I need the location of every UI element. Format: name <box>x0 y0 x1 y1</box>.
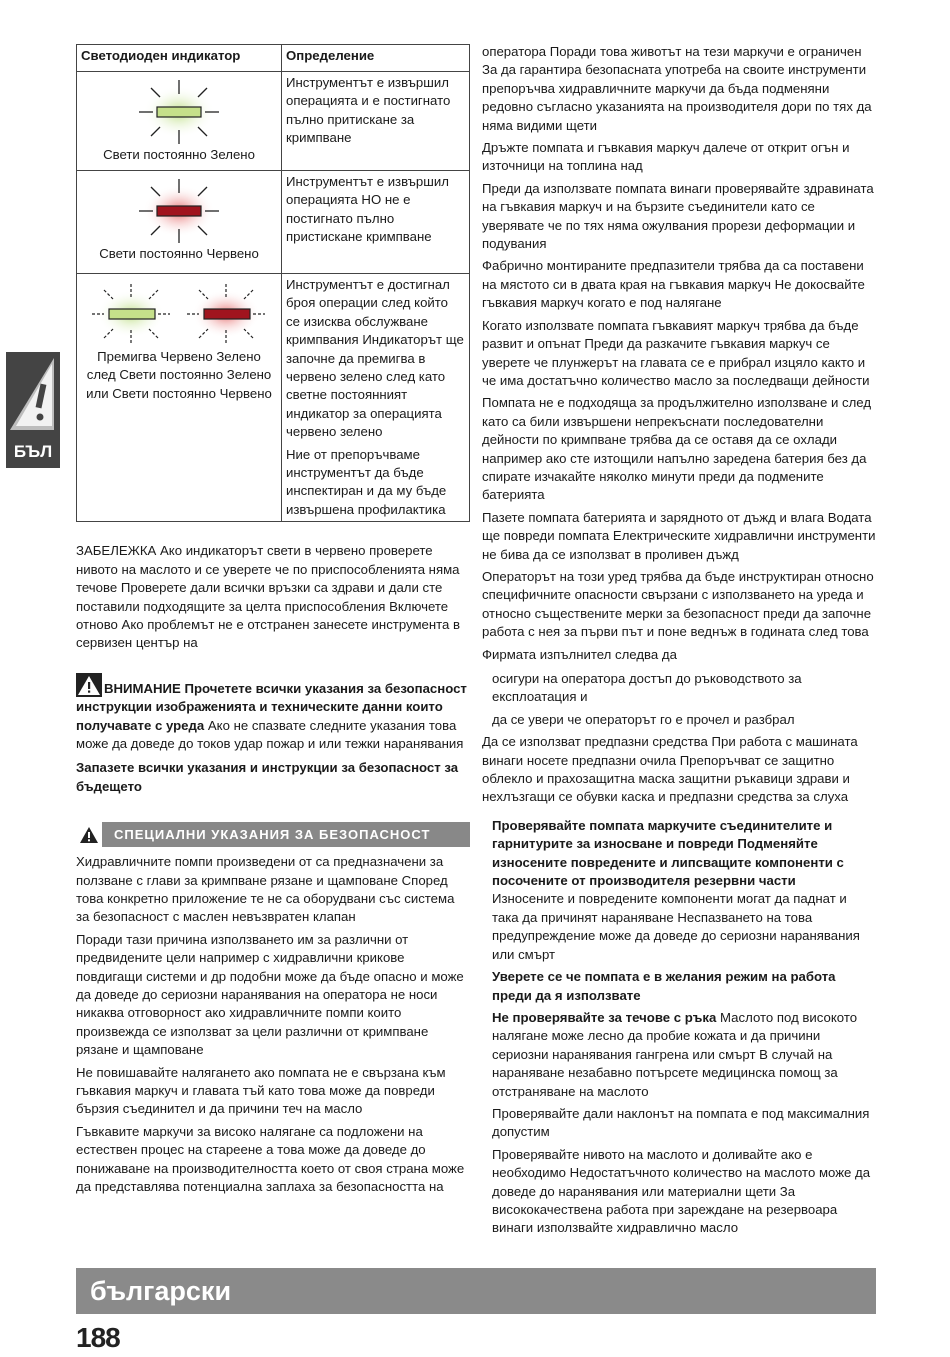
section-title: СПЕЦИАЛНИ УКАЗАНИЯ ЗА БЕЗОПАСНОСТ <box>114 827 431 843</box>
led-caption-green: Свети постоянно Зелено <box>103 147 255 162</box>
left-column <box>76 44 470 1200</box>
safety-paragraph: Дръжте помпата и гъвкавия маркуч далече от открит огън и източници на топлина над <box>482 140 850 174</box>
safety-paragraph: Фабрично монтираните предпазители трябва да са поставени на мястото си в двата края на гъвкавия маркуч Не докосвайте гъвкавия маркуч когато е под налягане <box>482 258 865 311</box>
safety-paragraph: Операторът на този уред трябва да бъде инструктиран относно специфичните опасности свързани с използването на уреда и относно съществените мерки за безопасност преди да започне работа с нея за първи път и поне веднъж в годината след това <box>482 568 874 640</box>
warning-heading: ВНИМАНИЕ Прочетете всички указания за безопасност инструкции изображенията и техническите данни които получавате с уреда <box>76 680 467 733</box>
right-column <box>482 43 876 1242</box>
safety-paragraph: Фирмата изпълнител следва да <box>482 646 677 662</box>
tilt-paragraph: Проверявайте дали наклонът на помпата е под максималния допустим <box>492 1105 870 1140</box>
ppe-paragraph: Да се използват предпазни средства При работа с машината винаги носете предпазни очила Препоръчват се защитно облекло и прахозащитна маска защитни ръкавици здрави и нехлъзгащи се обувки каска и предпазни средства за слуха <box>482 734 858 805</box>
table-row <box>77 171 470 274</box>
section-header-safety <box>76 822 470 847</box>
safety-paragraph: оператора Поради това животът на тези маркучи е ограничен За да гарантира безопасната употреба на своите инструменти препоръчва хидравличните маркучи да бъда подменяни редовно съгласно указанията на производителя дори по тях да няма видими щети <box>482 44 872 133</box>
inspection-text: Износените и повредените компоненти могат да паднат и така да причинят нараняване Неспазването на това предупреждение може да доведе до сериозни наранявания или смърт <box>492 891 860 962</box>
inspection-block <box>482 817 876 1238</box>
language-footer-bar <box>76 1268 876 1314</box>
definition-red: Инструментът е извършил операцията НО не е постигнато пълно пристискане кримпване <box>282 171 470 274</box>
safety-paragraph: Преди да използвате помпата винаги проверявайте здравината на гъвкавия маркуч и на бързите съединители като се уверявате че по тях няма ожулвания прорези деформации и подувания <box>482 180 874 252</box>
safety-paragraph: Не повишавайте налягането ако помпата не е свързана към гъвкавия маркуч и главата тъй като това може да повреди бързия съединител и да причини теч на масло <box>76 1064 446 1117</box>
page-number: 188 <box>76 1322 120 1353</box>
definition-blink: Инструментът е достигнал броя операции след който се изисква обслужване кримпвания Индикаторът ще започне да премигва в червено зелено след като светне постоянният индикатор за операцията червено зелено <box>286 277 464 440</box>
mode-heading: Уверете се че помпата е в желания режим на работа преди да я използвате <box>492 969 836 1003</box>
safety-paragraph: Пазете помпата батерията и зарядното от дъжд и влага Водата ще повреди помпата Електрическите хидравлични инструменти не бива да се използват в проливен дъжд <box>482 509 876 562</box>
table-row <box>77 72 470 171</box>
table-header-definition: Определение <box>282 45 470 72</box>
footer-language: български <box>90 1276 232 1306</box>
led-green-icon <box>129 78 229 146</box>
keep-instructions: Запазете всички указания и инструкции за безопасност за бъдещето <box>76 760 459 794</box>
led-indicator-table <box>76 44 470 522</box>
leak-text: Маслото под високото налягане може лесно да пробие кожата и да причини сериозни наранявания гангрена или смърт В случай на нараняване незабавно потърсете медицинска помощ за отстраняване на маслото <box>492 1009 858 1099</box>
safety-paragraph: Поради тази причина използването им за различни от предвидените цели например с хидравлични крикове повдигащи системи и др подобни може да бъде опасно и може да доведе до сериозни наранявания на оператора не носи никаква отговорност ако хидравличните помпи които произвежда се използват за цели различни от кримпване рязане и щамповане <box>76 931 464 1058</box>
leak-heading: Не проверявайте за течове с ръка <box>492 1009 717 1025</box>
safety-paragraph: Помпата не е подходяща за продължително използване и след като са били извършени непрекъснати последователни дейности по кримпване трябва да се оставя да се охлади например ако сте изтощили напълно заредена батерия без да спирате изчакайте няколко минути преди да подмените батерията <box>482 395 872 503</box>
definition-green: Инструментът е извършил операцията и е постигнато пълно притискане за кримпване <box>282 72 470 171</box>
side-tab-label: БЪЛ <box>13 442 53 461</box>
warning-triangle-icon <box>76 673 102 697</box>
list-item: осигури на оператора достъп до ръководството за експлоатация и <box>492 671 802 705</box>
leak-paragraph <box>492 1009 876 1101</box>
warning-triangle-icon <box>79 826 99 844</box>
list-item: да се увери че операторът го е прочел и разбрал <box>492 711 795 727</box>
general-warning <box>76 673 470 754</box>
oil-paragraph: Проверявайте нивото на маслото и доливайте ако е необходимо Недостатъчното количество на маслото може да доведе до наранявания или материални щети За висококачествена работа при зареждане на резервоара винаги използвайте хидравлично масло <box>492 1146 871 1236</box>
safety-paragraph: Хидравличните помпи произведени от са предназначени за ползване с глави за кримпване рязане и щамповане Според това конкретно приложение те не са оборудвани със система за безопасност с маслен невъзвратен клапан <box>76 854 455 925</box>
table-row <box>77 274 470 522</box>
safety-paragraph: Гъвкавите маркучи за високо налягане са подложени на естествен процес на стареене а това може да доведе до понижаване на производителността което от своя страна може да представлява потенциална заплаха за безопасността на <box>76 1123 465 1195</box>
warning-text: Ако не спазвате следните указания това може да доведе до токов удар пожар и или тежки наранявания <box>76 717 464 751</box>
definition-blink-recommend: Ние от препоръчваме инструментът да бъде инспектиран и да му бъде извършена профилактика <box>286 446 447 517</box>
exclamation-icon <box>6 354 60 434</box>
led-blinking-icon <box>86 280 272 348</box>
note-paragraph: ЗАБЕЛЕЖКА Ако индикаторът свети в червено проверете нивото на маслото и се уверете че по приспособленията няма течове Проверете дали всички връзки са здрави и дали сте поставили подходящите за целта приспособления Включете отново Ако проблемът не е отстранен занесете инструмента в сервизен център на <box>76 543 461 651</box>
inspection-heading: Проверявайте помпата маркучите съединителите и гарнитурите за износване и повреди Подменяйте износените повредените и липсващите компоненти с посочените от производителя резервни части <box>492 817 844 889</box>
led-caption-red: Свети постоянно Червено <box>99 246 259 261</box>
led-red-icon <box>129 177 229 245</box>
table-header-led: Светодиоден индикатор <box>77 45 282 72</box>
led-caption-blink: Премигва Червено Зелено след Свети постоянно Зелено или Свети постоянно Червено <box>86 349 272 401</box>
language-side-tab <box>6 352 60 468</box>
safety-paragraph: Когато използвате помпата гъвкавият маркуч трябва да бъде развит и опънат Преди да разкачите гъвкавия маркуч се уверете че плунжерът на главата се е прибрал изцяло както и че има достатъчно количество масло за последващи дейности <box>482 317 870 388</box>
